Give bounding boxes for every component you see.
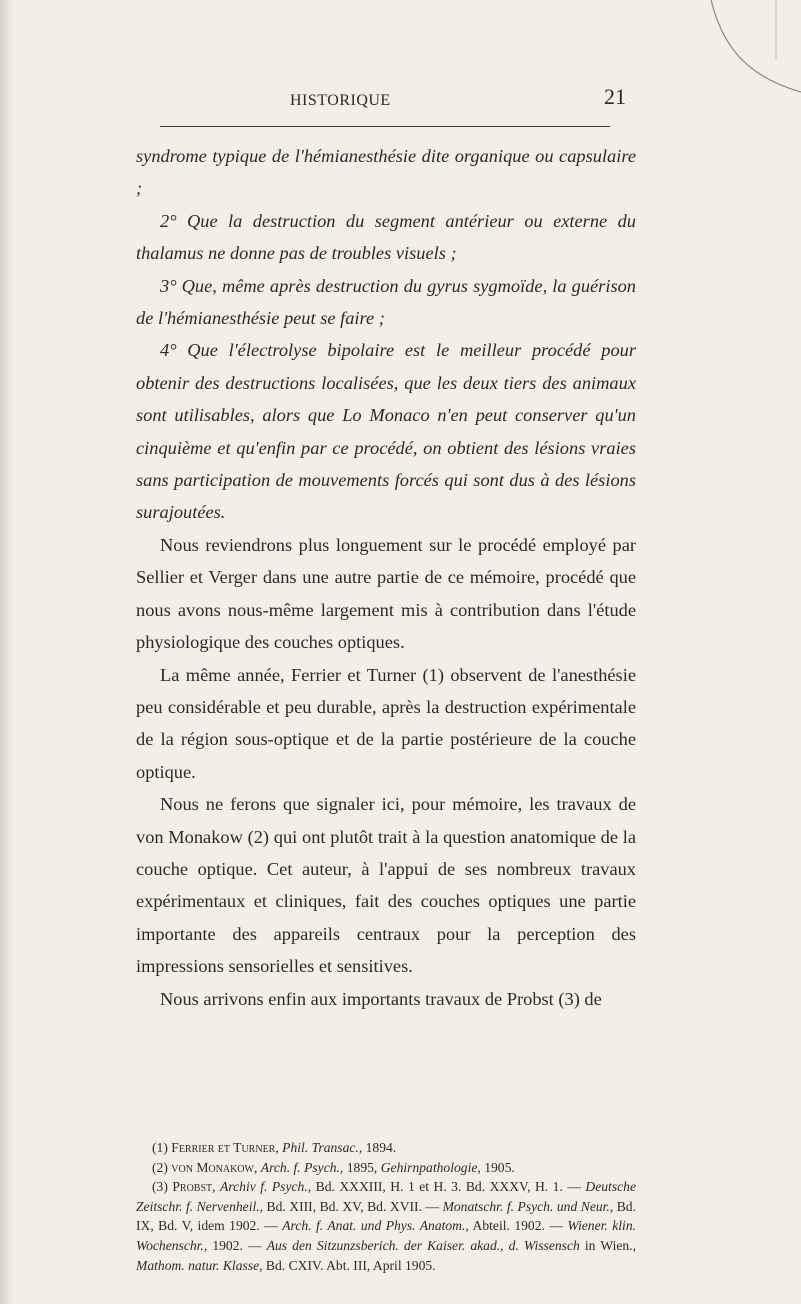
footnote-3-part-k: Aus den Sitzunzsberich. der Kaiser. akad., d. Wissensch xyxy=(266,1237,580,1253)
paragraph-2: 2° Que la destruction du segment antérieur ou externe du thalamus ne donne pas de troubles visuels ; xyxy=(136,210,636,264)
footnote-2-source2: Gehirnpathologie, xyxy=(380,1159,481,1175)
running-head: HISTORIQUE xyxy=(290,92,391,109)
footnote-3-number: (3) xyxy=(152,1179,168,1195)
footnote-3-part-m: Mathom. natur. Klasse, xyxy=(136,1257,263,1273)
paragraph-8: Nous arrivons enfin aux importants travaux de Probst (3) de xyxy=(160,988,602,1009)
footnote-1-author: Ferrier et Turner, xyxy=(171,1140,279,1155)
footnote-3-part-i: Wiener. klin. Wochenschr., xyxy=(136,1218,637,1253)
page-number: 21 xyxy=(604,84,626,109)
paragraph-7: Nous ne ferons que signaler ici, pour mémoire, les travaux de von Monakow (2) qui ont plutôt trait à la question anatomique de la couche optique. Cet auteur, à l'appui de ses nombreux travaux expérimentaux et cliniques, fait des couches optiques une partie importante des appareils centraux pour la perception des impressions sensorielles et sensitives. xyxy=(136,794,636,977)
header-rule xyxy=(160,126,610,127)
footnote-3-part-g: Arch. f. Anat. und Phys. Anatom., xyxy=(282,1218,469,1234)
paragraph-6: La même année, Ferrier et Turner (1) observent de l'anesthésie peu considérable et peu durable, après la destruction expérimentale de la région sous-optique et de la partie postérieure de la couche optique. xyxy=(136,664,636,782)
footnote-2-source: Arch. f. Psych., xyxy=(260,1159,344,1175)
footnote-3-part-j: 1902. — xyxy=(212,1237,262,1253)
footnote-3-part-l: in Wien., xyxy=(584,1237,637,1253)
paragraph-3: 3° Que, même après destruction du gyrus sygmoïde, la guérison de l'hémianesthésie peut se faire ; xyxy=(136,275,636,329)
footnote-3-part-h: Abteil. 1902. — xyxy=(472,1218,563,1234)
paragraph-4: 4° Que l'électrolyse bipolaire est le meilleur procédé pour obtenir des destructions localisées, que les deux tiers des animaux sont utilisables, alors que Lo Monaco n'en peut conserver qu'un cinquième et qu'enfin par ce procédé, on obtient des lésions vraies sans participation de mouvements forcés qui sont dus à des lésions surajoutées. xyxy=(136,340,636,523)
footnote-3-part-a: Archiv f. Psych., xyxy=(220,1179,312,1195)
paragraph-1: syndrome typique de l'hémianesthésie dite organique ou capsulaire ; xyxy=(136,146,636,199)
footnote-3-part-d: Bd. XIII, Bd. XV, Bd. XVII. — xyxy=(266,1198,440,1214)
footnote-1-source: Phil. Transac., xyxy=(282,1140,363,1155)
footnote-3-author: Probst, xyxy=(172,1179,216,1195)
body-text xyxy=(136,140,636,1015)
footnote-1-number: (1) xyxy=(152,1140,168,1155)
paragraph-5: Nous reviendrons plus longuement sur le procédé employé par Sellier et Verger dans une autre partie de ce mémoire, procédé que nous avons nous-même largement mis à contribution dans l'étude physiologique des couches optiques. xyxy=(136,534,636,653)
footnote-3-part-f: Bd. IX, Bd. V, idem 1902. — xyxy=(136,1198,636,1234)
footnote-1-year: 1894. xyxy=(365,1140,397,1155)
footnote-3-part-e: Monatschr. f. Psych. und Neur., xyxy=(442,1198,614,1214)
footnote-2-mid: 1895, xyxy=(346,1159,378,1175)
footnote-2-author: von Monakow, xyxy=(171,1159,258,1175)
footnotes xyxy=(136,1138,636,1275)
footnote-3-part-n: Bd. CXIV. Abt. III, April 1905. xyxy=(265,1257,436,1273)
footnote-3-part-b: Bd. XXXIII, H. 1 et H. 3. Bd. XXXV, H. 1. — xyxy=(315,1179,581,1195)
page-header xyxy=(0,84,801,118)
page-left-edge-shadow xyxy=(0,0,14,1304)
footnote-3 xyxy=(136,1177,636,1275)
footnote-2-number: (2) xyxy=(152,1159,168,1175)
footnote-2 xyxy=(136,1158,636,1178)
footnote-1 xyxy=(136,1138,636,1158)
footnote-3-part-c: Deutsche Zeitschr. f. Nervenheil., xyxy=(136,1179,636,1214)
footnote-2-year: 1905. xyxy=(484,1159,515,1175)
